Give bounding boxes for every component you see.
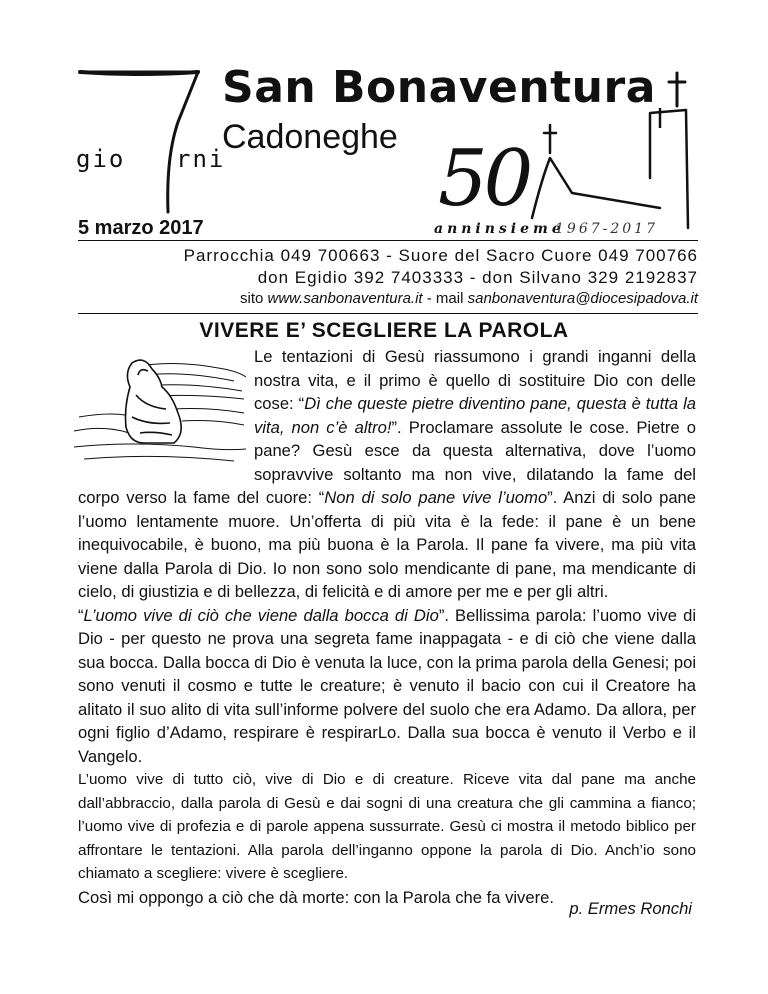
paragraph-2-open-quote: “	[78, 605, 84, 625]
jesus-in-desert-illustration	[74, 347, 246, 465]
paragraph-2-text: ”. Bellissima parola: l’uomo vive di Dio - per questo ne prova una segreta fame inappagata - e di ciò che viene dalla sua bocca. Dalla bocca di Dio è venuta la luce, con la prima parola della Genesi; poi sono venuti il cosmo e tutte le creature; è venuto il bacio con cui il Creatore ha alitato il suo alito di vita sull’informe polvere del suolo che era Adamo. Da allora, per ogni figlio d’Adamo, respirare è respirarLo. Dalla sua bocca è venuto il Verbo e il Vangelo.	[78, 605, 697, 766]
site-label: sito	[239, 290, 264, 307]
article-author: p. Ermes Ronchi	[569, 899, 692, 918]
site-url-link[interactable]: www.sanbonaventura.it	[267, 290, 423, 307]
contacts-line-2: don Egidio 392 7403333 - don Silvano 329 2192837	[257, 268, 698, 287]
paragraph-1-text-b: ”. Proclamare assolute le cose. Pietre o pane? Gesù esce da questa alternativa, dove l’uomo sopravvive soltanto ma non vive, dilatando la fame del corpo verso la fame del cuore: “	[78, 417, 696, 507]
giorni-left-text: gio	[76, 145, 126, 173]
article-body	[78, 345, 696, 909]
paragraph-4: Così mi oppongo a ciò che dà morte: con la Parola che fa vivere.	[78, 887, 554, 907]
parish-title: San Bonaventura	[222, 62, 656, 113]
paragraph-1-text-c: ”. Anzi di solo pane l’uomo lentamente muore. Un’offerta di più vita è la fede: il pane è un bene inequivocabile, è buono, ma più buona è la Parola. Il pane fa vivere, ma più vita viene dalla Parola di Dio. Io non sono solo mendicante di pane, ma mendicante di cielo, di giustizia e di bellezza, di felicità e di amore per me e per gli altri.	[78, 488, 697, 601]
issue-date: 5 marzo 2017	[78, 217, 204, 239]
giorni-seven-logo	[70, 62, 220, 222]
paragraph-3: L’uomo vive di tutto ciò, vive di Dio e di creature. Riceve vita dal pane ma anche dall’abbraccio, dalla parola di Gesù e dai sogni di una creatura che gli cammina a fianco; l’uomo vive di profezia e di parole appena sussurrate. Gesù ci mostra il metodo biblico per affrontare le tentazioni. Alla parola dell’inganno oppone la parola di Dio. Anch’io sono chiamato a scegliere: vivere è scegliere.	[78, 771, 696, 882]
church-drawing	[520, 68, 710, 238]
anniversary-word: anninsieme	[434, 221, 565, 237]
anniversary-years: 1967-2017	[555, 221, 658, 237]
giorni-right-text: rni	[176, 145, 226, 173]
top-divider	[78, 240, 698, 241]
paragraph-1-quote-stones: Dì che queste pietre diventino pane, questa è tutta la vita, non c’è altro!	[254, 394, 696, 437]
paragraph-1-text-a: Le tentazioni di Gesù riassumono i grandi inganni della nostra vita, e il primo è quello di sostituire Dio con delle cose: “	[254, 347, 696, 413]
paragraph-2-quote: L’uomo vive di ciò che viene dalla bocca di Dio	[83, 605, 439, 625]
mail-label: - mail	[426, 290, 464, 307]
article-heading: VIVERE E’ SCEGLIERE LA PAROLA	[199, 319, 569, 342]
mail-address-link[interactable]: sanbonaventura@diocesipadova.it	[467, 290, 698, 307]
paragraph-1-quote-bread: Non di solo pane vive l’uomo	[324, 488, 548, 507]
contacts-web-line	[240, 290, 698, 307]
anniversary-number: 50	[438, 134, 530, 224]
parish-subtitle: Cadoneghe	[222, 118, 398, 156]
contacts-line-1: Parrocchia 049 700663 - Suore del Sacro Cuore 049 700766	[183, 246, 698, 265]
bottom-divider	[78, 313, 698, 314]
